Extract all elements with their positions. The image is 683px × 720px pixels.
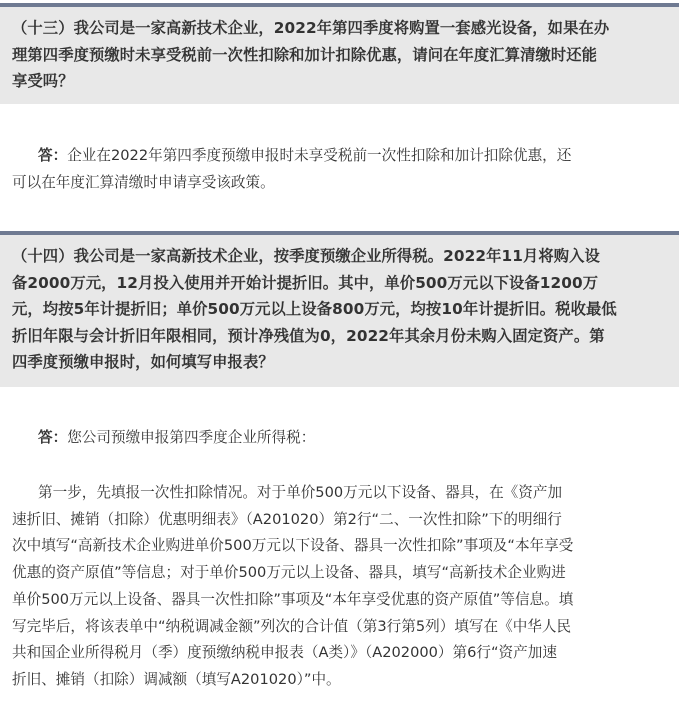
- answer-line: 可以在年度汇算清缴时申请享受该政策。: [12, 173, 275, 191]
- answer-line: [12, 425, 315, 452]
- box-corner: [679, 3, 683, 7]
- question-line: 四季度预缴申报时，如何填写申报表？: [12, 353, 274, 371]
- answer-label: 答：: [38, 147, 68, 164]
- answer-14-intro: [12, 425, 315, 452]
- answer-line: 写完毕后，将该表单中“纳税调减金额”列次的合计值（第3行第5列）填写在《中华人民: [12, 617, 572, 635]
- answer-line: 次中填写“高新技术企业购进单价500万元以下设备、器具一次性扣除”事项及“本年享受: [12, 537, 574, 555]
- answer-line: 单价500万元以上设备、器具一次性扣除”事项及“本年享受优惠的资产原值”等信息。填: [12, 590, 574, 608]
- question-line: 备2000万元，12月投入使用并开始计提折旧。其中，单价500万元以下设备1200万: [12, 273, 599, 292]
- question-line: 理第四季度预缴时未享受税前一次性扣除和加计扣除优惠，请问在年度汇算清缴时还能: [12, 45, 598, 64]
- answer-line: 折旧、摊销（扣除）调减额（填写A201020）”中。: [12, 670, 341, 688]
- answer-label: 答：: [38, 429, 68, 446]
- answer-line: 第一步，先填报一次性扣除情况。对于单价500万元以下设备、器具，在《资产加: [38, 484, 563, 501]
- question-line: （十三）我公司是一家高新技术企业，2022年第四季度将购置一套感光设备，如果在办: [12, 19, 610, 37]
- question-line: 元，均按5年计提折旧；单价500万元以上设备800万元，均按10年计提折旧。税收最低: [12, 300, 617, 318]
- answer-line-body: 企业在2022年第四季度预缴申报时未享受税前一次性扣除和加计扣除优惠，还: [67, 147, 572, 164]
- answer-line: 速折旧、摊销（扣除）优惠明细表》（A201020）第2行“二、一次性扣除”下的明细行: [12, 510, 562, 528]
- answer-line: 优惠的资产原值”等信息；对于单价500万元以上设备、器具，填写“高新技术企业购进: [12, 564, 566, 582]
- question-14-box: [0, 231, 679, 387]
- question-line: 折旧年限与会计折旧年限相同，预计净残值为0，2022年其余月份未购入固定资产。第: [12, 326, 605, 345]
- box-corner: [679, 231, 683, 235]
- answer-line-body: 您公司预缴申报第四季度企业所得税：: [67, 429, 316, 446]
- answer-line: 共和国企业所得税月（季）度预缴纳税申报表（A类）》（A202000）第6行“资产加速: [12, 644, 557, 662]
- question-line: 享受吗？: [12, 72, 74, 90]
- answer-line: [12, 143, 571, 170]
- question-14-text: [0, 235, 679, 376]
- question-13-text: [0, 7, 679, 95]
- answer-13-text: [12, 143, 571, 196]
- question-line: （十四）我公司是一家高新技术企业，按季度预缴企业所得税。2022年11月将购入设: [12, 247, 600, 265]
- answer-14-step-one: [12, 480, 573, 694]
- question-13-box: [0, 3, 679, 104]
